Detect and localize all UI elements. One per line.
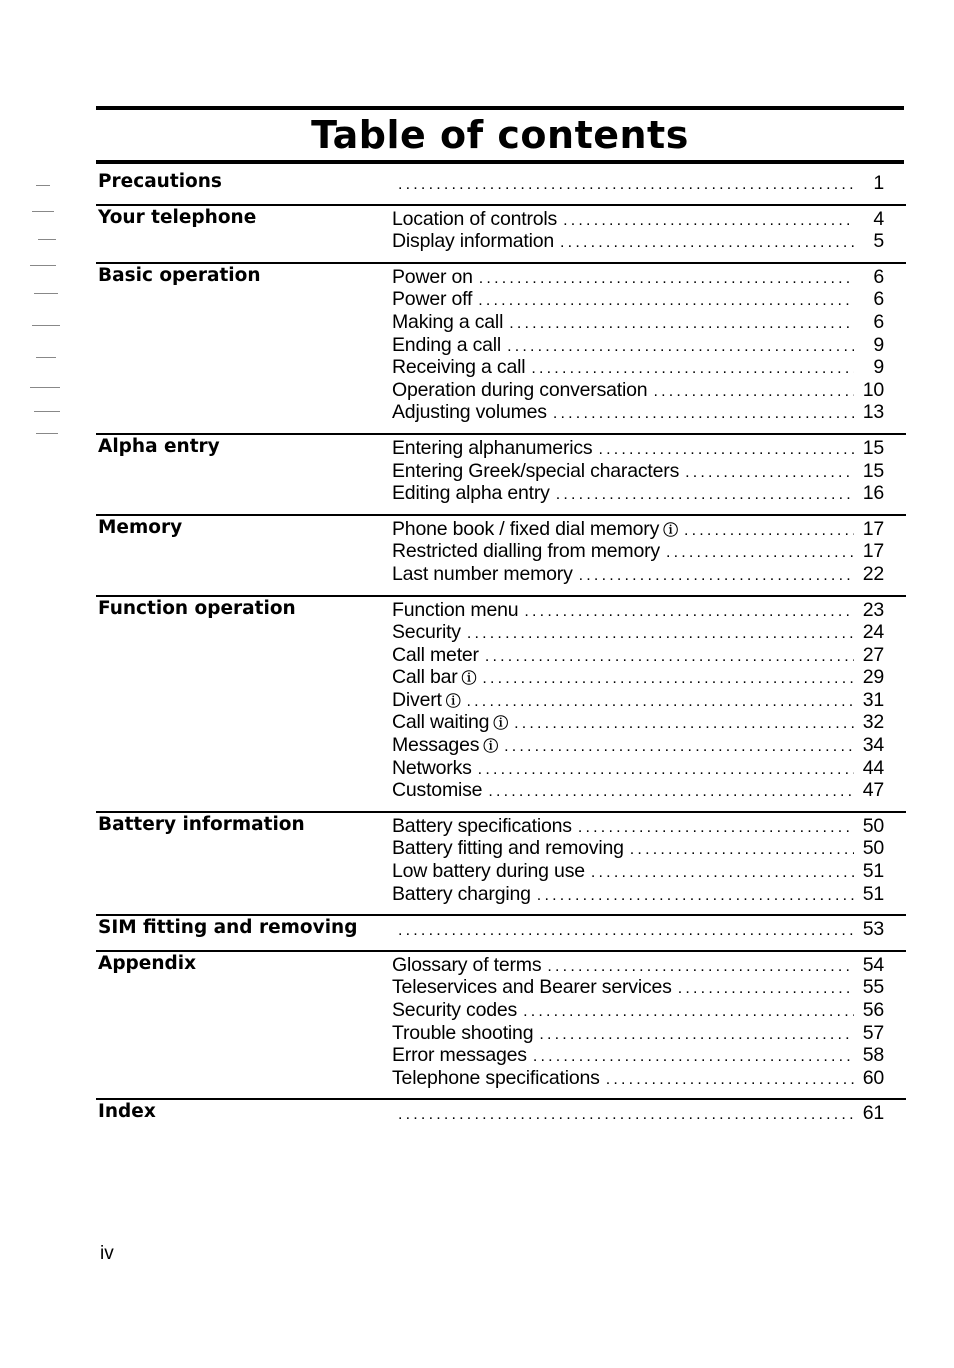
entry-label	[392, 883, 531, 906]
entry-label	[392, 288, 472, 311]
entry-label-text: Editing alpha entry	[392, 482, 550, 505]
entry-label-text: Restricted dialling from memory	[392, 540, 660, 563]
entry-label	[392, 1044, 527, 1067]
page-ref: 50	[862, 814, 884, 837]
entry-label	[392, 1067, 600, 1090]
entry-label	[392, 734, 498, 759]
entry-label	[392, 815, 572, 838]
toc-section	[96, 595, 906, 811]
dot-leader	[533, 1046, 854, 1069]
page-ref: 15	[862, 459, 884, 482]
entry-label-text: Adjusting volumes	[392, 401, 547, 424]
info-circle-icon: ⓘ	[659, 521, 678, 539]
info-circle-icon: ⓘ	[479, 738, 499, 756]
entry-label	[392, 666, 476, 691]
entry-label-text: Trouble shooting	[392, 1021, 534, 1044]
toc-entry[interactable]	[392, 437, 884, 460]
dot-leader	[547, 956, 854, 979]
toc-section	[96, 204, 906, 262]
section-entries	[392, 1102, 884, 1125]
entry-label	[392, 266, 473, 289]
margin-scan-marks	[28, 175, 88, 445]
page-ref: 27	[862, 643, 884, 666]
dot-leader	[478, 290, 854, 313]
entry-label	[392, 518, 678, 543]
entry-label	[392, 482, 550, 505]
dot-leader	[488, 781, 854, 804]
entry-label-text: Customise	[392, 779, 483, 802]
dot-leader	[556, 484, 854, 507]
section-title[interactable]: Appendix	[98, 952, 197, 974]
toc-entry[interactable]	[392, 621, 884, 644]
toc-section	[96, 170, 906, 204]
toc-entry[interactable]	[392, 401, 884, 424]
toc-list	[96, 170, 906, 1134]
page-ref: 32	[862, 711, 884, 734]
toc-section	[96, 262, 906, 433]
entry-label-text: Battery fitting and removing	[392, 837, 624, 860]
dot-leader	[537, 885, 854, 908]
section-entries	[392, 954, 884, 1090]
page-ref: 23	[862, 598, 884, 621]
entry-label-text: Receiving a call	[392, 356, 526, 379]
entry-label	[392, 230, 554, 253]
dot-leader	[666, 542, 854, 565]
page-ref: 15	[862, 436, 884, 459]
toc-entry[interactable]	[392, 999, 884, 1022]
dot-leader	[591, 862, 854, 885]
entry-label-text: Entering alphanumerics	[392, 436, 593, 459]
entry-label-text: Networks	[392, 756, 472, 779]
entry-label	[392, 208, 557, 231]
dot-leader	[606, 1069, 854, 1092]
toc-entry[interactable]	[392, 860, 884, 883]
page-ref: 10	[862, 378, 884, 401]
page-ref: 16	[862, 482, 884, 505]
dot-leader	[398, 1104, 854, 1127]
dot-leader	[553, 403, 854, 426]
entry-label	[392, 621, 461, 644]
entry-label	[392, 711, 508, 736]
entry-label	[392, 837, 624, 860]
toc-entry[interactable]	[392, 734, 884, 757]
dot-leader	[539, 1024, 854, 1047]
entry-label-text: Security	[392, 621, 461, 644]
toc-entry[interactable]	[392, 1067, 884, 1090]
dot-leader	[467, 691, 854, 714]
entry-label-text: Security codes	[392, 999, 518, 1021]
toc-entry[interactable]	[392, 288, 884, 311]
toc-entry[interactable]	[392, 1102, 884, 1125]
section-title[interactable]: Index	[98, 1101, 156, 1123]
section-entries	[392, 518, 884, 586]
page-ref: 24	[862, 621, 884, 644]
dot-leader	[523, 1001, 854, 1024]
toc-entry[interactable]	[392, 1044, 884, 1067]
dot-leader	[598, 439, 854, 462]
dot-leader	[482, 668, 854, 691]
entry-label-text: Display information	[392, 230, 555, 253]
section-title[interactable]: Basic operation	[98, 264, 261, 286]
entry-label-text: Location of controls	[392, 207, 558, 230]
section-title[interactable]: Precautions	[98, 171, 222, 192]
dot-leader	[560, 232, 854, 255]
dot-leader	[514, 713, 854, 736]
page-ref: 9	[873, 333, 884, 356]
entry-label	[392, 599, 518, 622]
page-ref: 6	[873, 288, 884, 311]
entry-label	[392, 356, 525, 379]
toc-entry[interactable]	[392, 1022, 884, 1045]
page-ref: 51	[862, 882, 884, 905]
dot-leader	[685, 462, 854, 485]
page-ref: 61	[862, 1102, 884, 1125]
entry-label-text: Call meter	[392, 643, 479, 666]
toc-entry[interactable]	[392, 518, 884, 541]
page-ref: 53	[862, 918, 884, 941]
entry-label-text: Battery charging	[392, 882, 531, 905]
dot-leader	[578, 817, 854, 840]
entry-label-text: Error messages	[392, 1044, 527, 1067]
entry-label	[392, 1022, 533, 1045]
toc-entry[interactable]	[392, 266, 884, 289]
entry-label	[392, 334, 501, 357]
toc-entry[interactable]	[392, 837, 884, 860]
toc-entry[interactable]	[392, 815, 884, 838]
page-ref: 6	[873, 310, 884, 333]
dot-leader	[563, 210, 854, 233]
info-circle-icon: ⓘ	[441, 692, 461, 710]
toc-entry[interactable]	[392, 311, 884, 334]
page-ref: 56	[862, 999, 884, 1021]
page-ref: 9	[873, 356, 884, 379]
toc-entry[interactable]	[392, 644, 884, 667]
page-ref: 5	[873, 230, 884, 253]
entry-label	[392, 563, 573, 586]
toc-entry[interactable]	[392, 883, 884, 906]
toc-entry[interactable]	[392, 757, 884, 780]
entry-label	[392, 999, 517, 1022]
dot-leader	[398, 174, 854, 197]
toc-entry[interactable]	[392, 711, 884, 734]
section-entries	[392, 918, 884, 941]
toc-entry[interactable]	[392, 356, 884, 379]
page-ref: 47	[862, 779, 884, 802]
entry-label	[392, 460, 679, 483]
page-ref: 22	[862, 562, 884, 585]
section-entries	[392, 208, 884, 253]
toc-entry[interactable]	[392, 918, 884, 941]
dot-leader	[653, 381, 854, 404]
entry-label	[392, 379, 647, 402]
entry-label-text: Call bar	[392, 666, 458, 689]
entry-label-text: Power on	[392, 265, 473, 288]
entry-label	[392, 954, 541, 977]
page-ref: 58	[862, 1044, 884, 1067]
entry-label-text: Entering Greek/special characters	[392, 459, 680, 482]
dot-leader	[467, 623, 854, 646]
entry-label-text: Making a call	[392, 310, 504, 333]
toc-entry[interactable]	[392, 208, 884, 231]
toc-entry[interactable]	[392, 482, 884, 505]
page-ref: 34	[862, 734, 884, 757]
page-ref: 51	[862, 860, 884, 883]
page-ref: 17	[862, 517, 884, 540]
dot-leader	[678, 978, 854, 1001]
toc-entry[interactable]	[392, 976, 884, 999]
toc-section	[96, 914, 906, 950]
entry-label-text: Phone book / fixed dial memory	[392, 517, 660, 540]
toc-entry[interactable]	[392, 379, 884, 402]
entry-label	[392, 976, 672, 999]
toc-entry[interactable]	[392, 334, 884, 357]
section-entries	[392, 599, 884, 802]
toc-section	[96, 950, 906, 1099]
entry-label-text: Function menu	[392, 598, 519, 621]
entry-label-text: Low battery during use	[392, 860, 585, 883]
page-ref: 1	[873, 172, 884, 194]
page-ref: 44	[862, 756, 884, 779]
toc-entry[interactable]	[392, 460, 884, 483]
entry-label-text: Ending a call	[392, 333, 502, 356]
entry-label-text: Teleservices and Bearer services	[392, 976, 672, 999]
toc-section	[96, 514, 906, 595]
entry-label	[392, 401, 547, 424]
entry-label	[392, 779, 482, 802]
page-ref: 54	[862, 953, 884, 976]
section-title[interactable]: Battery information	[98, 813, 305, 835]
section-title[interactable]: Alpha entry	[98, 435, 220, 457]
dot-leader	[507, 336, 854, 359]
section-entries	[392, 266, 884, 424]
toc-entry[interactable]	[392, 172, 884, 195]
page-ref: 6	[873, 265, 884, 288]
entry-label	[392, 437, 592, 460]
toc-entry[interactable]	[392, 230, 884, 253]
dot-leader	[524, 601, 854, 624]
entry-label-text: Last number memory	[392, 562, 573, 585]
dot-leader	[398, 920, 854, 943]
toc-entry[interactable]	[392, 563, 884, 586]
dot-leader	[531, 358, 854, 381]
section-title[interactable]: Your telephone	[98, 206, 257, 228]
page-ref: 17	[862, 540, 884, 563]
entry-label-text: Operation during conversation	[392, 378, 648, 401]
page-ref: 55	[862, 976, 884, 999]
entry-label	[392, 311, 503, 334]
info-circle-icon: ⓘ	[457, 670, 477, 688]
section-title[interactable]: SIM fitting and removing	[98, 917, 358, 939]
page-ref: 50	[862, 837, 884, 860]
page-ref: 57	[862, 1021, 884, 1044]
entry-label-text: Battery specifications	[392, 814, 572, 837]
toc-entry[interactable]	[392, 779, 884, 802]
title-bottom-rule	[96, 160, 904, 164]
entry-label-text: Messages	[392, 734, 480, 757]
toc-entry[interactable]	[392, 599, 884, 622]
toc-section	[96, 433, 906, 514]
dot-leader	[504, 736, 854, 759]
toc-section	[96, 811, 906, 914]
section-entries	[392, 437, 884, 505]
section-entries	[392, 815, 884, 905]
entry-label	[392, 757, 472, 780]
toc-entry[interactable]	[392, 666, 884, 689]
dot-leader	[509, 313, 854, 336]
entry-label	[392, 860, 585, 883]
entry-label-text: Divert	[392, 688, 442, 711]
page-ref: 4	[873, 207, 884, 230]
section-title[interactable]: Function operation	[98, 597, 296, 619]
page-ref: 31	[862, 688, 884, 711]
page-title: Table of contents	[311, 113, 689, 157]
section-entries	[392, 172, 884, 195]
section-title[interactable]: Memory	[98, 516, 183, 538]
page-ref: 29	[862, 666, 884, 689]
entry-label	[392, 644, 479, 667]
toc-section	[96, 1098, 906, 1134]
dot-leader	[479, 268, 854, 291]
dot-leader	[684, 520, 854, 543]
page-ref: 13	[862, 401, 884, 424]
entry-label	[392, 540, 660, 563]
entry-label-text: Glossary of terms	[392, 953, 542, 976]
info-circle-icon: ⓘ	[489, 715, 509, 733]
dot-leader	[579, 565, 854, 588]
entry-label-text: Call waiting	[392, 711, 490, 734]
dot-leader	[630, 839, 854, 862]
toc-entry[interactable]	[392, 954, 884, 977]
toc-entry[interactable]	[392, 540, 884, 563]
dot-leader	[485, 646, 854, 669]
entry-label	[392, 689, 461, 714]
toc-entry[interactable]	[392, 689, 884, 712]
entry-label-text: Telephone specifications	[392, 1066, 600, 1089]
dot-leader	[478, 759, 854, 782]
page-number: iv	[100, 1243, 114, 1264]
page-ref: 60	[862, 1066, 884, 1089]
entry-label-text: Power off	[392, 288, 473, 311]
